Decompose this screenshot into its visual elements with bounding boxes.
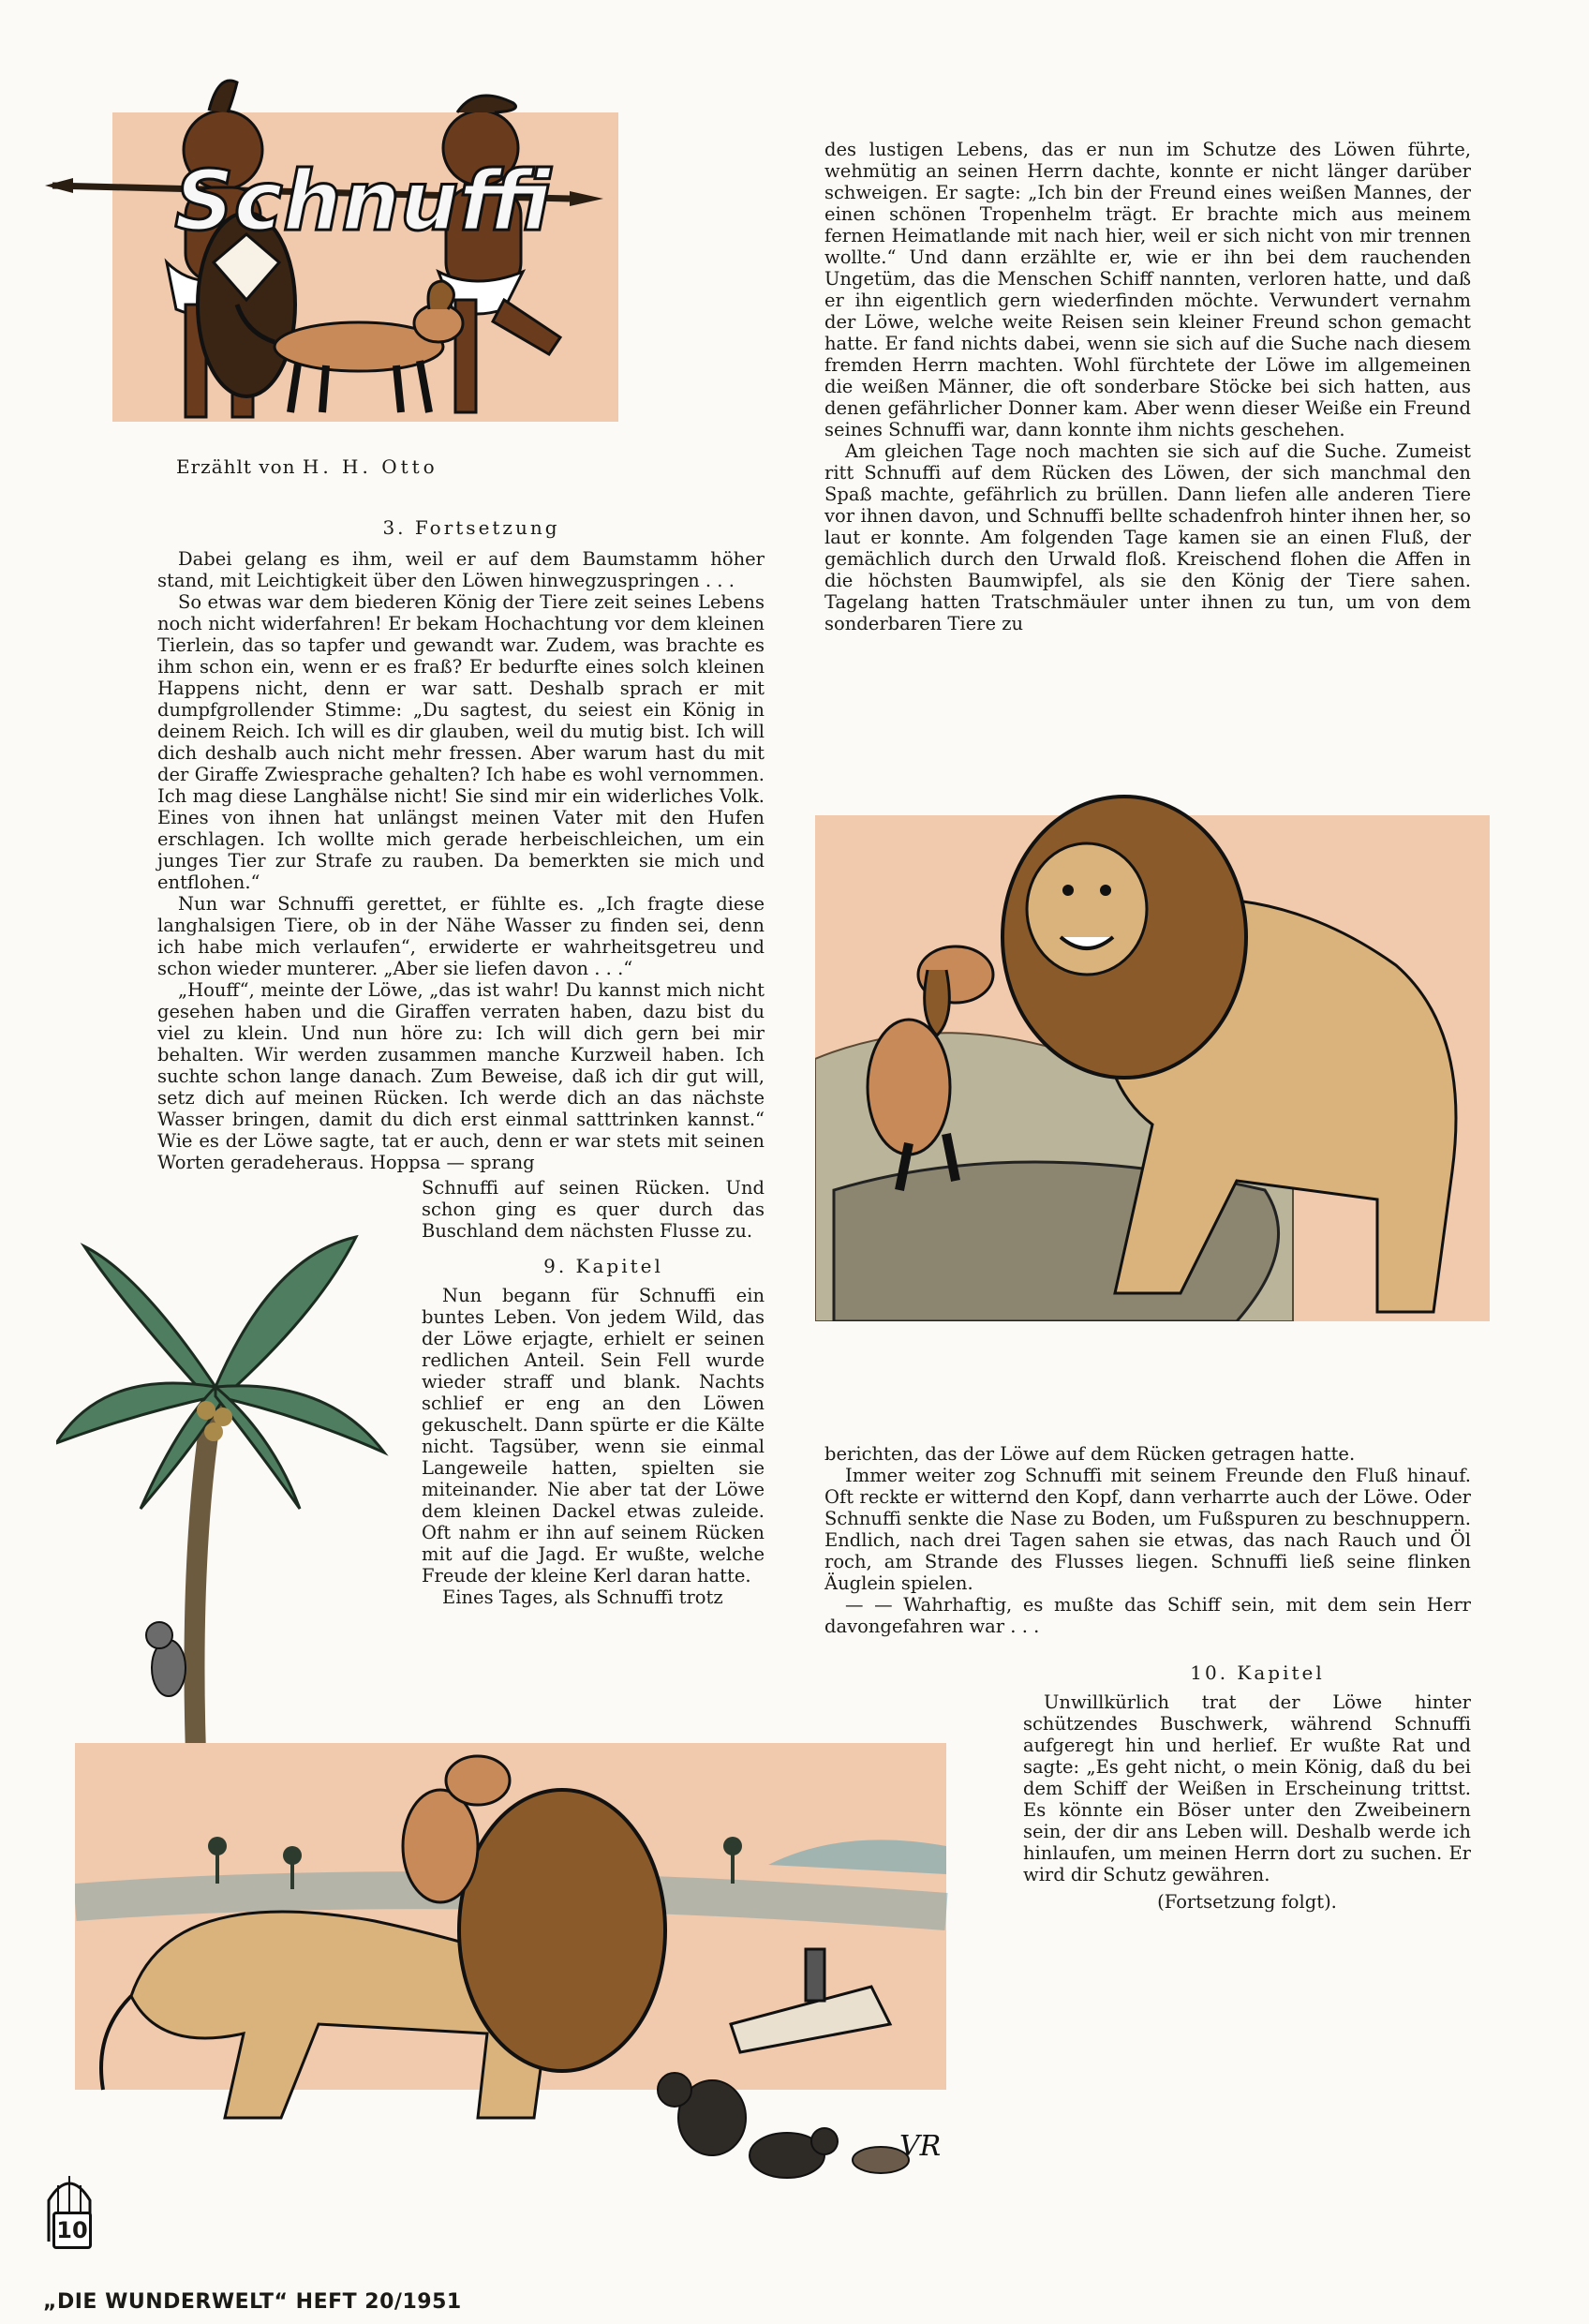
left-narrow-paragraph: Schnuffi auf seinen Rücken. Und schon ging es quer durch das Buschland dem nächsten Flusse zu.: [422, 1177, 765, 1242]
title-art-text: Schnuffi: [174, 153, 553, 249]
lion-mane-2: [459, 1790, 665, 2071]
right-top-column: [824, 139, 1471, 634]
continued-note: (Fortsetzung folgt).: [1157, 1891, 1337, 1913]
left-paragraph-4: „Houff“, meinte der Löwe, „das ist wahr! Du kannst mich nicht gesehen haben und die Giraffen verraten haben, dazu bist du viel zu klein. Und nun höre zu: Ich will dich gern bei mir behalten. Wir werden zusammen manche Kurzweil haben. Ich suchte schon lange danach. Zum Beweise, daß ich dir gut will, setz dich auf meinen Rücken. Ich werde dich an das nächste Wasser bringen, damit du dich erst einmal satttrinken kannst.“ Wie es der Löwe sagte, tat er auch, denn er war stets mit seinen Worten geradeheraus. Hoppsa — sprang: [157, 979, 765, 1173]
right-mid-paragraph-3: — — Wahrhaftig, es mußte das Schiff sein, mit dem sein Herr davongefahren war . . .: [824, 1594, 1471, 1637]
palm-tree-svg: [56, 1218, 394, 1780]
bottom-illustration-svg: [75, 1715, 1049, 2183]
right-paragraph-2: Am gleichen Tage noch machten sie sich auf die Suche. Zumeist ritt Schnuffi auf dem Rücken des Löwen, der sich manchmal den Spaß machte, gefährlich zu brüllen. Dann liefen alle anderen Tiere vor ihnen davon, und Schnuffi bellte schadenfroh hinter ihnen her, so laut er konnte. Am folgenden Tage kamen sie an einen Fluß, der gemächlich durch den Urwald floß. Kreischend flohen die Affen in die höchsten Baumwipfel, als sie den König der Tiere sahen. Tagelang hatten Tratschmäuler unter ihnen zu tun, um von dem sonderbaren Tiere zu: [824, 440, 1471, 634]
lion-dachshund-svg: [815, 750, 1490, 1321]
chapter9-paragraph-2: Eines Tages, als Schnuffi trotz: [442, 1587, 723, 1608]
chapter10-paragraph-1: Unwillkürlich trat der Löwe hinter schützendes Buschwerk, während Schnuffi aufgeregt hin und herlief. Er wußte Rat und sagte: „Es geht nicht, o mein König, daß du bei dem Schiff der Weißen in Erscheinung trittst. Es könnte ein Böser unter den Zweibeinern sein, der dir ans Leben will. Deshalb werde ich hinlaufen, um meinen Herrn dort zu suchen. Er wird dir Schutz gewähren.: [1023, 1691, 1471, 1885]
left-paragraph-2: So etwas war dem biederen König der Tiere zeit seines Lebens noch nicht widerfahren! Er bekam Hochachtung vor dem kleinen Tierlein, das so tapfer und gewandt war. Zudem, was brachte es ihm schon ein, wenn er es fraß? Er bedurfte eines solch kleinen Happens nicht, denn er war satt. Deshalb sprach er mit dumpfgrollender Stimme: „Du sagtest, du seiest ein König in deinem Reich. Ich will es dir glauben, weil du mutig bist. Ich will dich deshalb auch nicht mehr fressen. Aber warum hast du mit der Giraffe Zwiesprache gehalten? Ich habe es wohl vernommen. Ich mag diese Langhälse nicht! Sie sind mir ein widerliches Volk. Eines von ihnen hat unlängst meinen Vater mit den Hufen erschlagen. Ich wollte mich gerade herbeischleichen, um ein junges Tier zur Strafe zu rauben. Da bemerkten sie mich und entflohen.“: [157, 591, 765, 893]
left-narrow-column: [422, 1177, 765, 1242]
left-paragraph-1: Dabei gelang es ihm, weil er auf dem Baumstamm höher stand, mit Leichtigkeit über den Löwen hinwegzuspringen . . .: [157, 548, 765, 591]
byline-author: H. H. Otto: [302, 455, 438, 478]
byline-prefix: Erzählt von: [176, 455, 296, 478]
lion-dachshund-illustration: [815, 750, 1490, 1321]
artist-signature: VR: [899, 2130, 942, 2163]
palm-tree-illustration: [56, 1218, 394, 1780]
chapter9-paragraph-1: Nun begann für Schnuffi ein buntes Leben. Von jedem Wild, das der Löwe erjagte, erhielt er seinen redlichen Anteil. Sein Fell wurde wieder straff und blank. Nachts schlief er eng an den Löwen gekuschelt. Dann spürte er die Kälte nicht. Tagsüber, wenn sie einmal Langeweile hatten, spielten sie miteinander. Nie aber tat der Löwe dem kleinen Dackel etwas zuleide. Oft nahm er ihn auf seinem Rücken mit auf die Jagd. Er wußte, welche Freude der kleine Kerl daran hatte.: [422, 1285, 765, 1587]
lion-face: [1027, 843, 1147, 975]
footer-magazine-issue: „DIE WUNDERWELT“ HEFT 20/1951: [43, 2290, 462, 2314]
page-badge: [43, 2167, 96, 2251]
byline: [176, 455, 438, 478]
right-mid-column: [824, 1443, 1471, 1637]
chapter10-heading: 10. Kapitel: [1190, 1661, 1325, 1684]
left-column: [157, 517, 765, 1173]
bottom-illustration: [75, 1715, 1049, 2183]
monkey-on-tree: [146, 1622, 186, 1696]
palm-fronds: [56, 1237, 384, 1509]
chapter9-column: [422, 1256, 765, 1608]
right-paragraph-1: des lustigen Lebens, das er nun im Schutze des Löwen führte, wehmütig an seinen Herrn dachte, konnte er nicht länger darüber schweigen. Er sagte: „Ich bin der Freund eines weißen Mannes, der einen schönen Tropenhelm trägt. Er brachte mich aus meinem fernen Heimatlande mit nach hier, weil er sich nicht von mir trennen wollte.“ Und dann erzählte er, wie er ihn bei dem rauchenden Ungetüm, das die Menschen Schiff nannten, verloren hatte, und daß er ihn eigentlich gern wiederfinden möchte. Verwundert vernahm der Löwe, welche weite Reisen sein kleiner Freund schon gemacht hatte. Er fand nichts dabei, wenn sie sich auf die Suche nach diesem fremden Herrn machten. Wohl fürchtete der Löwe im allgemeinen die weißen Männer, die oft sonderbare Stöcke bei sich hatten, aus denen gefährlicher Donner kam. Aber wenn dieser Weiße ein Freund seines Schnuffi war, dann konnte ihm nichts geschehen.: [824, 139, 1471, 440]
right-mid-paragraph-1: berichten, das der Löwe auf dem Rücken getragen hatte.: [824, 1443, 1356, 1465]
installment-heading: 3. Fortsetzung: [382, 516, 560, 539]
chapter10-column: [1023, 1662, 1471, 1913]
page-number: 10: [52, 2212, 92, 2249]
left-paragraph-3: Nun war Schnuffi gerettet, er fühlte es. „Ich fragte diese langhalsigen Tiere, ob in der Nähe Wasser zu finden sei, denn ich habe mich verlaufen“, erwiderte er wahrheitsgetreu und schon wieder munterer. „Aber sie liefen davon . . .“: [157, 893, 765, 979]
title-illustration: [45, 37, 645, 431]
right-mid-paragraph-2: Immer weiter zog Schnuffi mit seinem Freunde den Fluß hinauf. Oft reckte er witternd den Kopf, dann verharrte auch der Löwe. Oder Schnuffi senkte die Nase zu Boden, um Fußspuren zu beschnuppern. Endlich, nach drei Tagen sahen sie etwas, das nach Rauch und Öl roch, am Strande des Flusses liegen. Schnuffi ließ seine flinken Äuglein spielen.: [824, 1465, 1471, 1594]
chapter9-heading: 9. Kapitel: [543, 1255, 663, 1277]
title-illustration-svg: [45, 37, 645, 431]
